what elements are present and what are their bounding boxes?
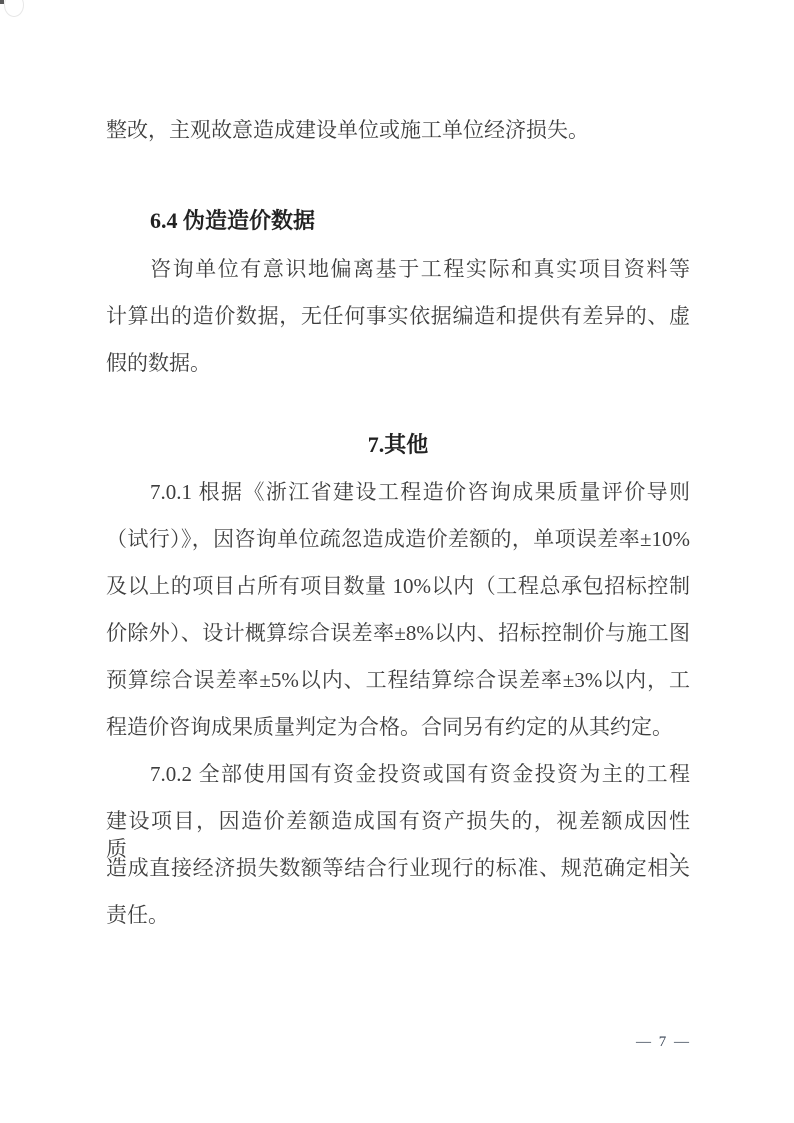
body-line: 假的数据。 <box>106 351 211 375</box>
chapter-heading-7: 7.其他 <box>367 432 429 457</box>
body-line-continuation: 整改，主观故意造成建设单位或施工单位经济损失。 <box>106 118 589 142</box>
body-line: 计算出的造价数据，无任何事实依据编造和提供有差异的、虚 <box>106 304 690 328</box>
page-number: — 7 — <box>636 1034 691 1050</box>
body-line: 预算综合误差率±5%以内、工程结算综合误差率±3%以内，工 <box>106 668 690 692</box>
body-line: 7.0.2 全部使用国有资金投资或国有资金投资为主的工程 <box>150 762 690 786</box>
body-line: 价除外）、设计概算综合误差率±8%以内、招标控制价与施工图 <box>106 621 690 645</box>
section-heading-6-4: 6.4 伪造造价数据 <box>150 208 316 233</box>
body-line: 责任。 <box>106 903 169 927</box>
body-line: 造成直接经济损失数额等结合行业现行的标准、规范确定相关 <box>106 856 690 880</box>
body-line: （试行）》，因咨询单位疏忽造成造价差额的，单项误差率±10% <box>106 527 690 551</box>
body-line: 咨询单位有意识地偏离基于工程实际和真实项目资料等 <box>150 257 690 281</box>
body-line: 建设项目，因造价差额造成国有资产损失的，视差额成因性质、 <box>106 809 690 861</box>
body-line: 7.0.1 根据《浙江省建设工程造价咨询成果质量评价导则 <box>150 480 690 504</box>
body-line: 程造价咨询成果质量判定为合格。合同另有约定的从其约定。 <box>106 715 673 739</box>
body-line: 及以上的项目占所有项目数量 10%以内（工程总承包招标控制 <box>106 574 690 598</box>
scan-artifact-ring <box>4 0 24 17</box>
